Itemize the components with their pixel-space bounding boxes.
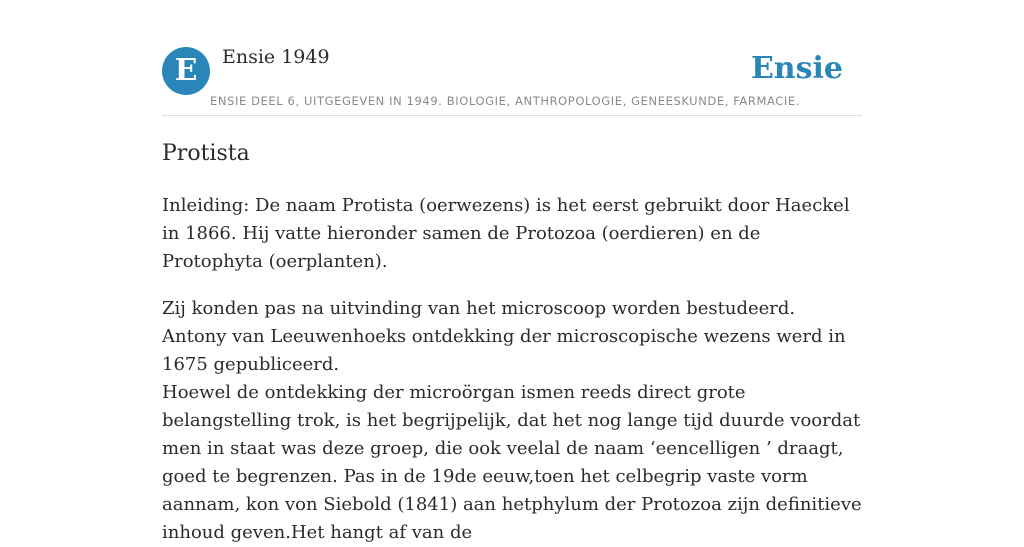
article-title: Protista	[162, 141, 250, 166]
article-paragraph: Hoewel de ontdekking der microörgan ismen reeds direct grote belangstelling trok, is het begrijpelijk, dat het nog lange tijd duurde voordat men in staat was deze groep, die ook veelal de naam ‘eencelligen ’ draagt, goed te begrenzen. Pas in de 19de eeuw,toen het celbegrip vaste vorm aannam, kon von Siebold (1841) aan hetphylum der Protozoa zijn definitieve inhoud geven.Het hangt af van de	[162, 382, 862, 543]
edition-title[interactable]: Ensie 1949	[222, 46, 330, 68]
edition-subtitle: ENSIE DEEL 6, UITGEGEVEN IN 1949. BIOLOGIE, ANTHROPOLOGIE, GENEESKUNDE, FARMACIE.	[210, 94, 800, 108]
article-paragraph: Inleiding: De naam Protista (oerwezens) is het eerst gebruikt door Haeckel in 1866. Hij vatte hieronder samen de Protozoa (oerdieren) en de Protophyta (oerplanten).	[162, 195, 850, 272]
page	[162, 0, 862, 543]
brand-link[interactable]: Ensie	[750, 51, 843, 86]
header	[162, 0, 862, 116]
article-paragraph: Zij konden pas na uitvinding van het microscoop worden bestudeerd. Antony van Leeuwenhoeks ontdekking der microscopische wezens werd in 1675 gepubliceerd.	[162, 298, 846, 375]
ensie-logo[interactable]: E	[162, 47, 210, 95]
